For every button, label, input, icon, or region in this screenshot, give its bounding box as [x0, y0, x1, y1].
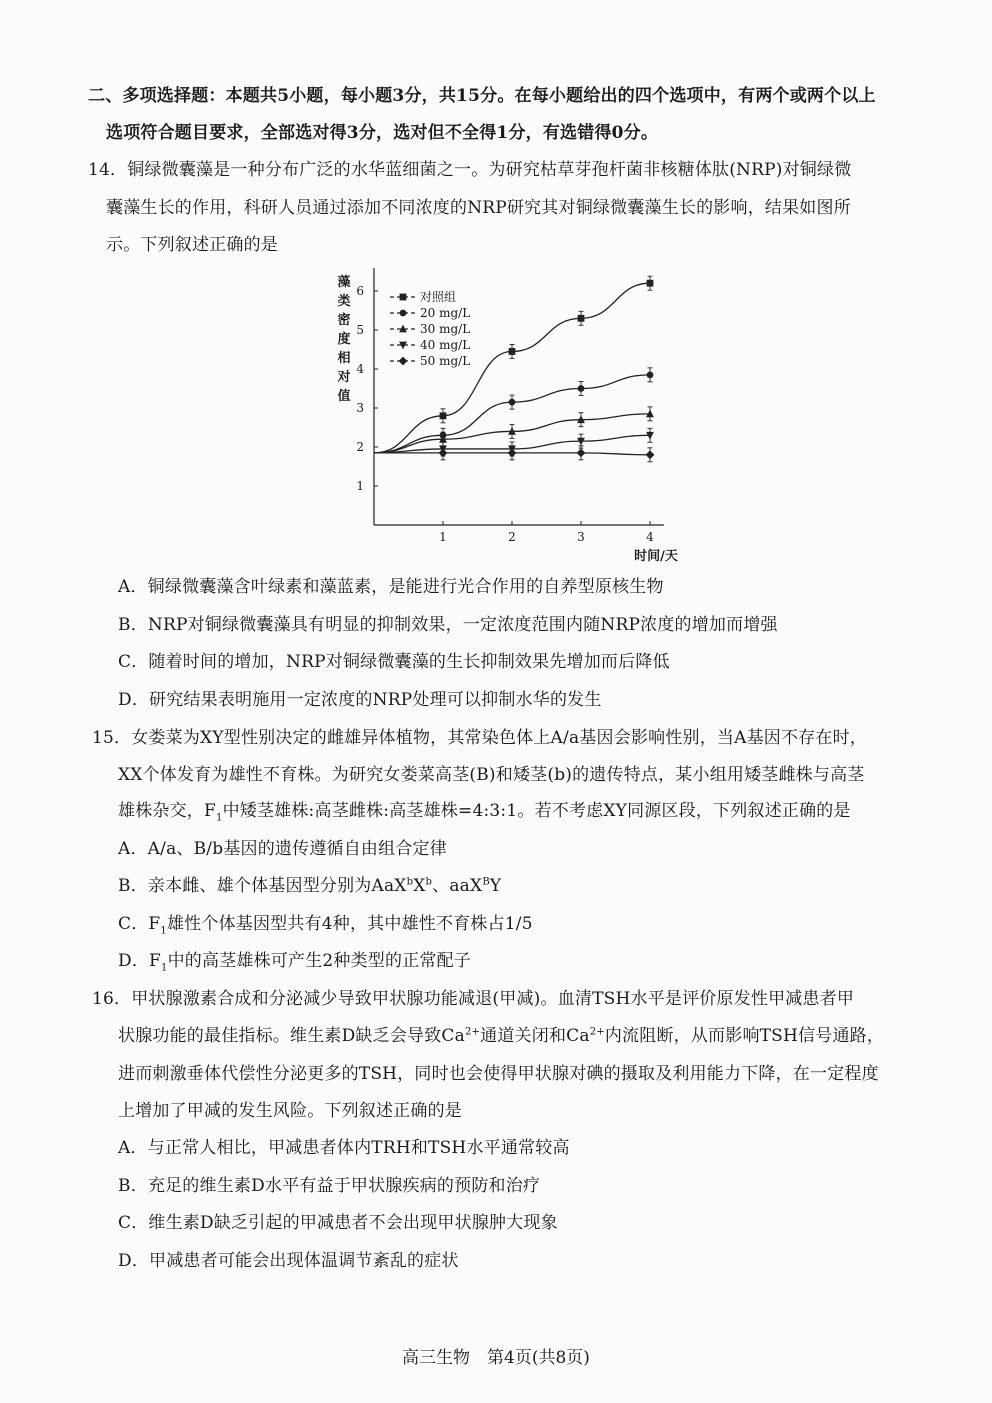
data-point [646, 450, 655, 459]
q16-stem-2b: 通道关闭和Ca [480, 1026, 590, 1046]
q15-option-b-p3: 、aaX [432, 876, 483, 896]
page-footer: 高三生物 第4页(共8页) [402, 1348, 590, 1368]
q15-option-b-p1: B．亲本雌、雄个体基因型分别为AaX [118, 876, 407, 896]
q15-stem-end-b: 中矮茎雄株:高茎雌株:高茎雄株=4:3:1。若不考虑XY同源区段，下列叙述正确的是 [222, 801, 851, 821]
y-tick-label: 4 [356, 362, 364, 376]
x-tick-label: 4 [646, 530, 654, 544]
q16-stem-4: 上增加了甲减的发生风险。下列叙述正确的是 [118, 1101, 462, 1121]
y-tick-label: 2 [356, 440, 364, 454]
q16-option-c: C．维生素D缺乏引起的甲减患者不会出现甲状腺肿大现象 [118, 1213, 558, 1233]
legend-label: 30 mg/L [420, 322, 471, 336]
x-axis-label: 时间/天 [634, 549, 678, 564]
q15-stem-end-a: 雄株杂交，F [118, 801, 216, 821]
data-point [647, 371, 654, 378]
q15-stem-end [118, 800, 851, 822]
q14-stem: 14．铜绿微囊藻是一种分布广泛的水华蓝细菌之一。为研究枯草芽孢杆菌非核糖体肽(NRP)对铜绿微 [88, 160, 852, 180]
q14-stem-end: 示。下列叙述正确的是 [106, 235, 278, 255]
data-point [578, 315, 585, 322]
y-axis-label-char: 密 [337, 313, 351, 328]
section-heading: 二、多项选择题：本题共5小题，每小题3分，共15分。在每小题给出的四个选项中，有两个或两个以上 [88, 86, 876, 106]
f1-subscript: 1 [160, 925, 167, 937]
q16-stem-2a: 状腺功能的最佳指标。维生素D缺乏会导致Ca [118, 1026, 465, 1046]
x-tick-label: 1 [439, 530, 447, 544]
data-point [647, 280, 654, 287]
q16-stem-2c: 内流阻断，从而影响TSH信号通路， [604, 1026, 885, 1046]
y-tick-label: 5 [356, 323, 364, 337]
q15-option-c [118, 913, 533, 935]
data-point [439, 448, 448, 457]
q15-stem: 15．女娄菜为XY型性别决定的雌雄异体植物，其常染色体上A/a基因会影响性别，当A基因不存在时， [92, 728, 867, 748]
data-point [509, 399, 516, 406]
data-point [509, 348, 516, 355]
q16-stem-3: 进而刺激垂体代偿性分泌更多的TSH，同时也会使得甲状腺对碘的摄取及利用能力下降，在一定程度 [118, 1064, 879, 1084]
q16-stem: 16．甲状腺激素合成和分泌减少导致甲状腺功能减退(甲减)。血清TSH水平是评价原发性甲减患者甲 [92, 989, 855, 1009]
legend-marker [400, 310, 407, 317]
q15-stem-cont: XX个体发育为雄性不育株。为研究女娄菜高茎(B)和矮茎(b)的遗传特点，某小组用矮茎雌株与高茎 [118, 765, 865, 785]
q15-option-a: A．A/a、B/b基因的遗传遵循自由组合定律 [118, 839, 447, 859]
legend-label: 50 mg/L [420, 354, 471, 368]
y-tick-label: 6 [356, 284, 364, 298]
y-axis-label-char: 类 [337, 294, 351, 309]
ion-charge-sup: 2+ [464, 1026, 481, 1038]
legend-label: 20 mg/L [420, 306, 471, 320]
legend-label: 40 mg/L [420, 338, 471, 352]
q14-option-d: D．研究结果表明施用一定浓度的NRP处理可以抑制水华的发生 [118, 690, 602, 710]
q14-option-b: B．NRP对铜绿微囊藻具有明显的抑制效果，一定浓度范围内随NRP浓度的增加而增强 [118, 615, 778, 635]
f1-subscript: 1 [216, 812, 223, 824]
algae-density-chart [330, 268, 700, 568]
section-heading-cont: 选项符合题目要求，全部选对得3分，选对但不全得1分，有选错得0分。 [106, 123, 659, 143]
q14-option-a: A．铜绿微囊藻含叶绿素和藻蓝素，是能进行光合作用的自养型原核生物 [118, 577, 664, 597]
data-point [508, 448, 517, 457]
ion-charge-sup: 2+ [589, 1026, 605, 1038]
series-line [374, 375, 650, 453]
q15-option-b-p2: X [413, 876, 426, 896]
y-axis-label-char: 度 [337, 332, 351, 347]
data-point [440, 412, 447, 419]
data-point [578, 385, 585, 392]
q15-option-c-p1: C．F [118, 914, 161, 934]
q16-option-b: B．充足的维生素D水平有益于甲状腺疾病的预防和治疗 [118, 1176, 541, 1196]
q15-option-d-p2: 中的高茎雄株可产生2种类型的正常配子 [167, 951, 472, 971]
allele-sup-1: b [406, 876, 414, 888]
x-tick-label: 2 [508, 530, 516, 544]
q16-option-d: D．甲减患者可能会出现体温调节紊乱的症状 [118, 1251, 459, 1271]
q15-option-b-p4: Y [489, 876, 502, 896]
y-axis-label-char: 藻 [337, 275, 351, 290]
data-point [577, 448, 586, 457]
y-tick-label: 3 [356, 401, 364, 415]
y-axis-label-char: 相 [337, 351, 351, 366]
x-tick-label: 3 [577, 530, 585, 544]
q16-stem-2 [118, 1025, 884, 1047]
legend-marker [400, 294, 407, 301]
q15-option-b [118, 875, 501, 897]
q14-stem-cont: 囊藻生长的作用，科研人员通过添加不同浓度的NRP研究其对铜绿微囊藻生长的影响，结果如图所 [106, 198, 851, 218]
q15-option-d-p1: D．F [118, 951, 162, 971]
allele-sup-2: b [425, 876, 433, 888]
legend-marker [399, 357, 408, 366]
q16-option-a: A．与正常人相比，甲减患者体内TRH和TSH水平通常较高 [118, 1138, 570, 1158]
q15-option-d [118, 950, 471, 972]
f1-subscript: 1 [161, 962, 168, 974]
allele-sup-3: B [482, 876, 490, 888]
y-tick-label: 1 [356, 479, 364, 493]
y-axis-label-char: 对 [337, 370, 351, 385]
q14-option-c: C．随着时间的增加，NRP对铜绿微囊藻的生长抑制效果先增加而后降低 [118, 652, 670, 672]
y-axis-label-char: 值 [337, 389, 351, 404]
q15-option-c-p2: 雄性个体基因型共有4种，其中雄性不育株占1/5 [166, 914, 533, 934]
legend-label: 对照组 [420, 290, 457, 304]
